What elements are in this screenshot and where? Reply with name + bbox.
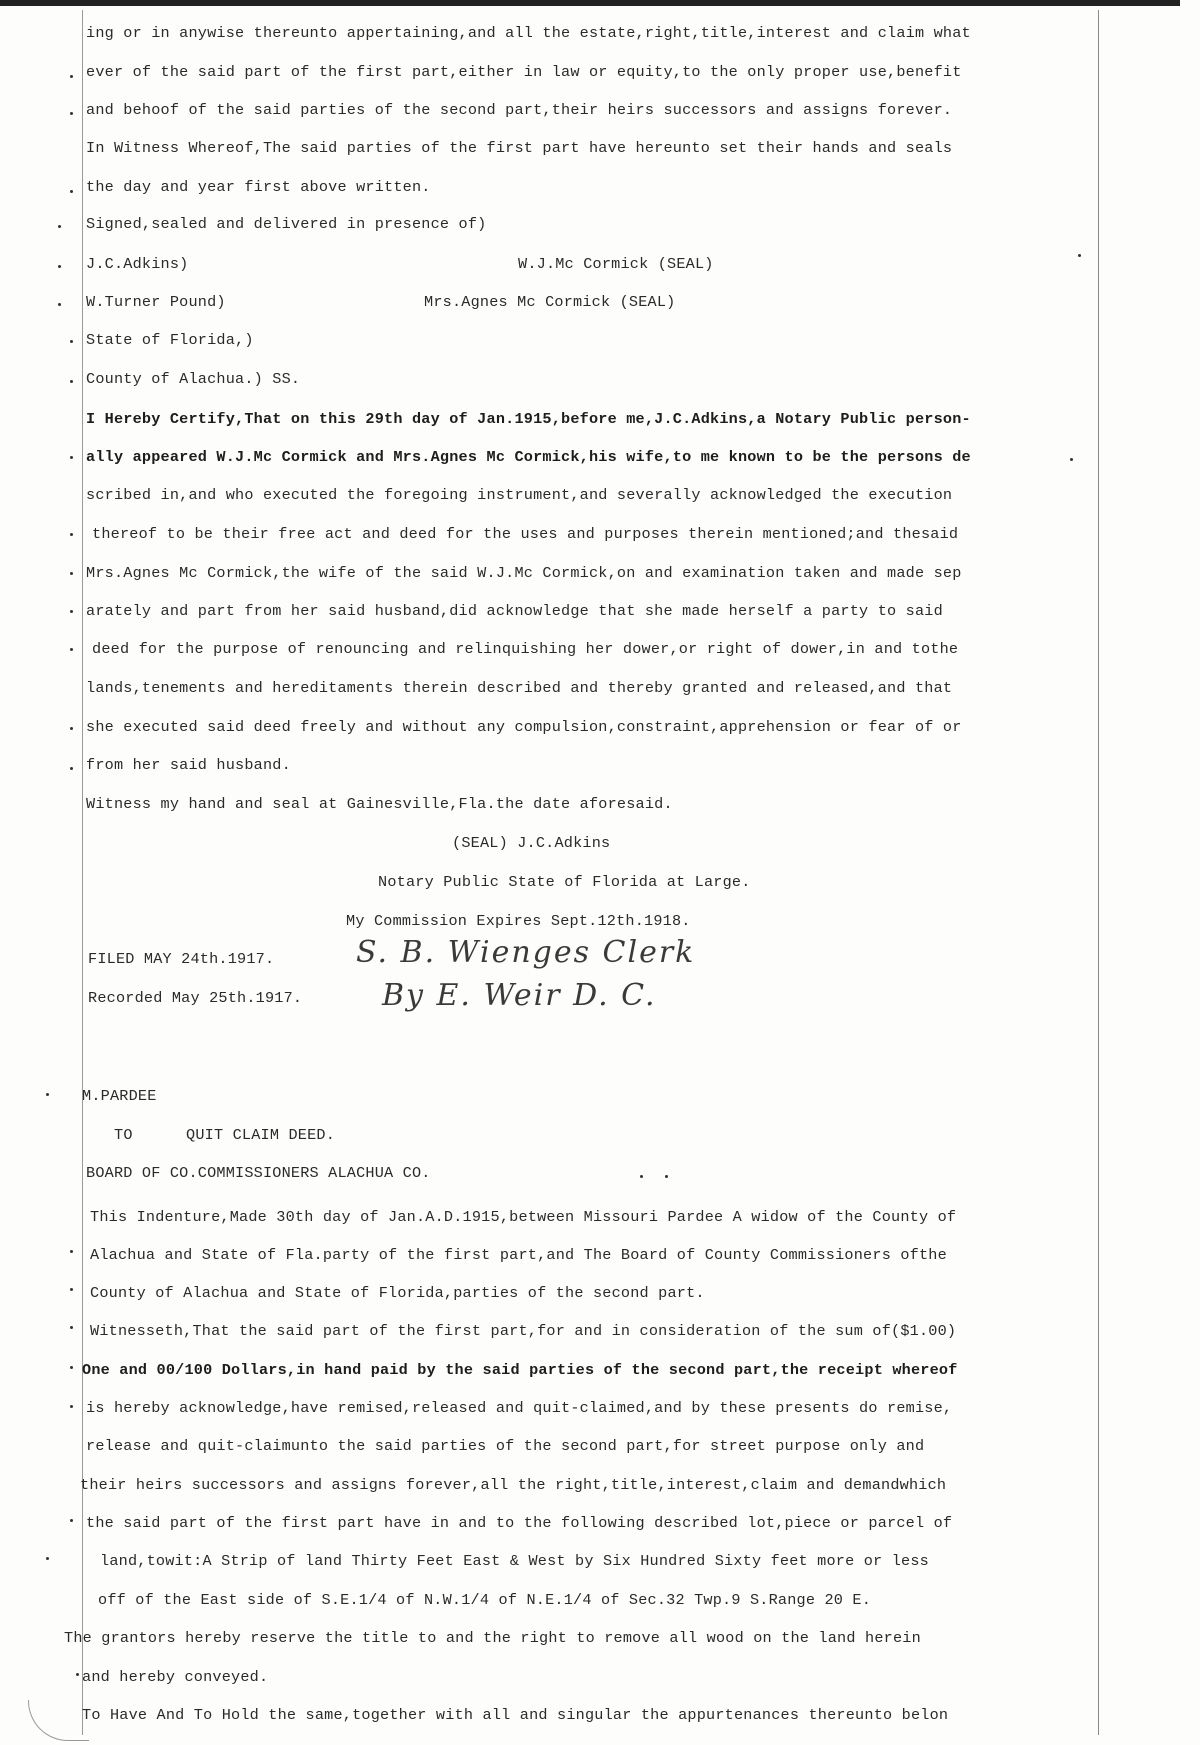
venue-county: County of Alachua.) SS.	[86, 370, 301, 388]
grantee-heading: BOARD OF CO.COMMISSIONERS ALACHUA CO.	[86, 1164, 431, 1182]
deed-text-line: To Have And To Hold the same,together with all and singular the appurtenances thereunto belon	[82, 1706, 949, 1724]
margin-dot	[70, 112, 73, 115]
deed-text-line: is hereby acknowledge,have remised,released and quit-claimed,and by these presents do remise,	[86, 1399, 953, 1417]
grantor-signature: W.J.Mc Cormick (SEAL)	[518, 255, 714, 273]
margin-dot	[70, 190, 73, 193]
deed-text-line: The grantors hereby reserve the title to and the right to remove all wood on the land herein	[64, 1629, 921, 1647]
margin-dot	[70, 767, 73, 770]
deed-type-heading: QUIT CLAIM DEED.	[186, 1126, 336, 1144]
certificate-line: from her said husband.	[86, 756, 291, 774]
deed-text-line: their heirs successors and assigns forever,all the right,title,interest,claim and demandwhich	[80, 1476, 947, 1494]
deed-text-line: Witnesseth,That the said part of the first part,for and in consideration of the sum of($1.00)	[90, 1322, 957, 1340]
top-rule	[0, 0, 1180, 6]
grantor-heading: M.PARDEE	[82, 1087, 157, 1105]
text-line: ever of the said part of the first part,either in law or equity,to the only proper use,benefit	[86, 63, 962, 81]
margin-dot	[46, 1557, 49, 1560]
witness-name: J.C.Adkins)	[86, 255, 189, 273]
stray-dot	[1070, 458, 1073, 461]
stray-dot	[640, 1175, 643, 1178]
deed-text-line: the said part of the first part have in and to the following described lot,piece or parcel of	[86, 1514, 953, 1532]
deed-text-line: County of Alachua and State of Florida,parties of the second part.	[90, 1284, 705, 1302]
margin-dot	[70, 648, 73, 651]
stray-dot	[665, 1175, 668, 1178]
text-line: Signed,sealed and delivered in presence of)	[86, 215, 487, 233]
witness-name: W.Turner Pound)	[86, 293, 226, 311]
notary-title: Notary Public State of Florida at Large.	[378, 873, 751, 891]
notary-commission: My Commission Expires Sept.12th.1918.	[346, 912, 691, 930]
venue-state: State of Florida,)	[86, 331, 254, 349]
grantor-signature: Mrs.Agnes Mc Cormick (SEAL)	[424, 293, 676, 311]
certificate-line: she executed said deed freely and without any compulsion,constraint,apprehension or fear of or	[86, 718, 962, 736]
right-margin-rule	[1098, 10, 1099, 1735]
certificate-line: arately and part from her said husband,did acknowledge that she made herself a party to said	[86, 602, 943, 620]
margin-dot	[70, 1405, 73, 1408]
certificate-line: Witness my hand and seal at Gainesville,Fla.the date aforesaid.	[86, 795, 673, 813]
text-line: the day and year first above written.	[86, 178, 431, 196]
margin-dot	[46, 1093, 49, 1096]
margin-dot	[58, 303, 61, 306]
deed-text-line: One and 00/100 Dollars,in hand paid by the said parties of the second part,the receipt whereof	[82, 1361, 958, 1379]
text-line: In Witness Whereof,The said parties of the first part have hereunto set their hands and seals	[86, 139, 953, 157]
recorded-stamp: Recorded May 25th.1917.	[88, 989, 303, 1007]
text-line: and behoof of the said parties of the second part,their heirs successors and assigns forever.	[86, 101, 953, 119]
margin-dot	[70, 533, 73, 536]
margin-dot	[70, 1250, 73, 1253]
stray-dot	[1078, 254, 1081, 257]
margin-dot	[70, 1519, 73, 1522]
margin-dot	[76, 1673, 79, 1676]
margin-dot	[70, 1326, 73, 1329]
margin-dot	[58, 265, 61, 268]
margin-dot	[70, 75, 73, 78]
deed-text-line: release and quit-claimunto the said parties of the second part,for street purpose only and	[86, 1437, 925, 1455]
filed-stamp: FILED MAY 24th.1917.	[88, 950, 275, 968]
notary-seal: (SEAL) J.C.Adkins	[452, 834, 611, 852]
margin-dot	[58, 225, 61, 228]
deed-text-line: land,towit:A Strip of land Thirty Feet East & West by Six Hundred Sixty feet more or less	[100, 1552, 929, 1570]
margin-dot	[70, 456, 73, 459]
margin-dot	[70, 572, 73, 575]
certificate-line: deed for the purpose of renouncing and relinquishing her dower,or right of dower,in and tothe	[92, 640, 959, 658]
certificate-line: I Hereby Certify,That on this 29th day of Jan.1915,before me,J.C.Adkins,a Notary Public person-	[86, 410, 971, 428]
page-corner-curve	[28, 1700, 89, 1741]
margin-dot	[70, 340, 73, 343]
certificate-line: thereof to be their free act and deed for the uses and purposes therein mentioned;and thesaid	[92, 525, 959, 543]
deed-text-line: and hereby conveyed.	[82, 1668, 269, 1686]
deputy-clerk-signature: By E. Weir D. C.	[382, 978, 657, 1013]
deed-text-line: Alachua and State of Fla.party of the first part,and The Board of County Commissioners ofthe	[90, 1246, 947, 1264]
certificate-line: scribed in,and who executed the foregoing instrument,and severally acknowledged the execution	[86, 486, 953, 504]
deed-text-line: This Indenture,Made 30th day of Jan.A.D.1915,between Missouri Pardee A widow of the County of	[90, 1208, 957, 1226]
margin-dot	[70, 610, 73, 613]
certificate-line: lands,tenements and hereditaments therein described and thereby granted and released,and that	[86, 679, 953, 697]
certificate-line: ally appeared W.J.Mc Cormick and Mrs.Agnes Mc Cormick,his wife,to me known to be the persons de	[86, 448, 971, 466]
heading-to: TO	[114, 1126, 133, 1144]
margin-dot	[70, 727, 73, 730]
text-line: ing or in anywise thereunto appertaining,and all the estate,right,title,interest and claim what	[86, 24, 971, 42]
margin-dot	[70, 1288, 73, 1291]
clerk-signature: S. B. Wienges Clerk	[356, 935, 696, 970]
margin-dot	[70, 380, 73, 383]
margin-dot	[70, 1366, 73, 1369]
certificate-line: Mrs.Agnes Mc Cormick,the wife of the said W.J.Mc Cormick,on and examination taken and made sep	[86, 564, 962, 582]
deed-text-line: off of the East side of S.E.1/4 of N.W.1/4 of N.E.1/4 of Sec.32 Twp.9 S.Range 20 E.	[98, 1591, 872, 1609]
